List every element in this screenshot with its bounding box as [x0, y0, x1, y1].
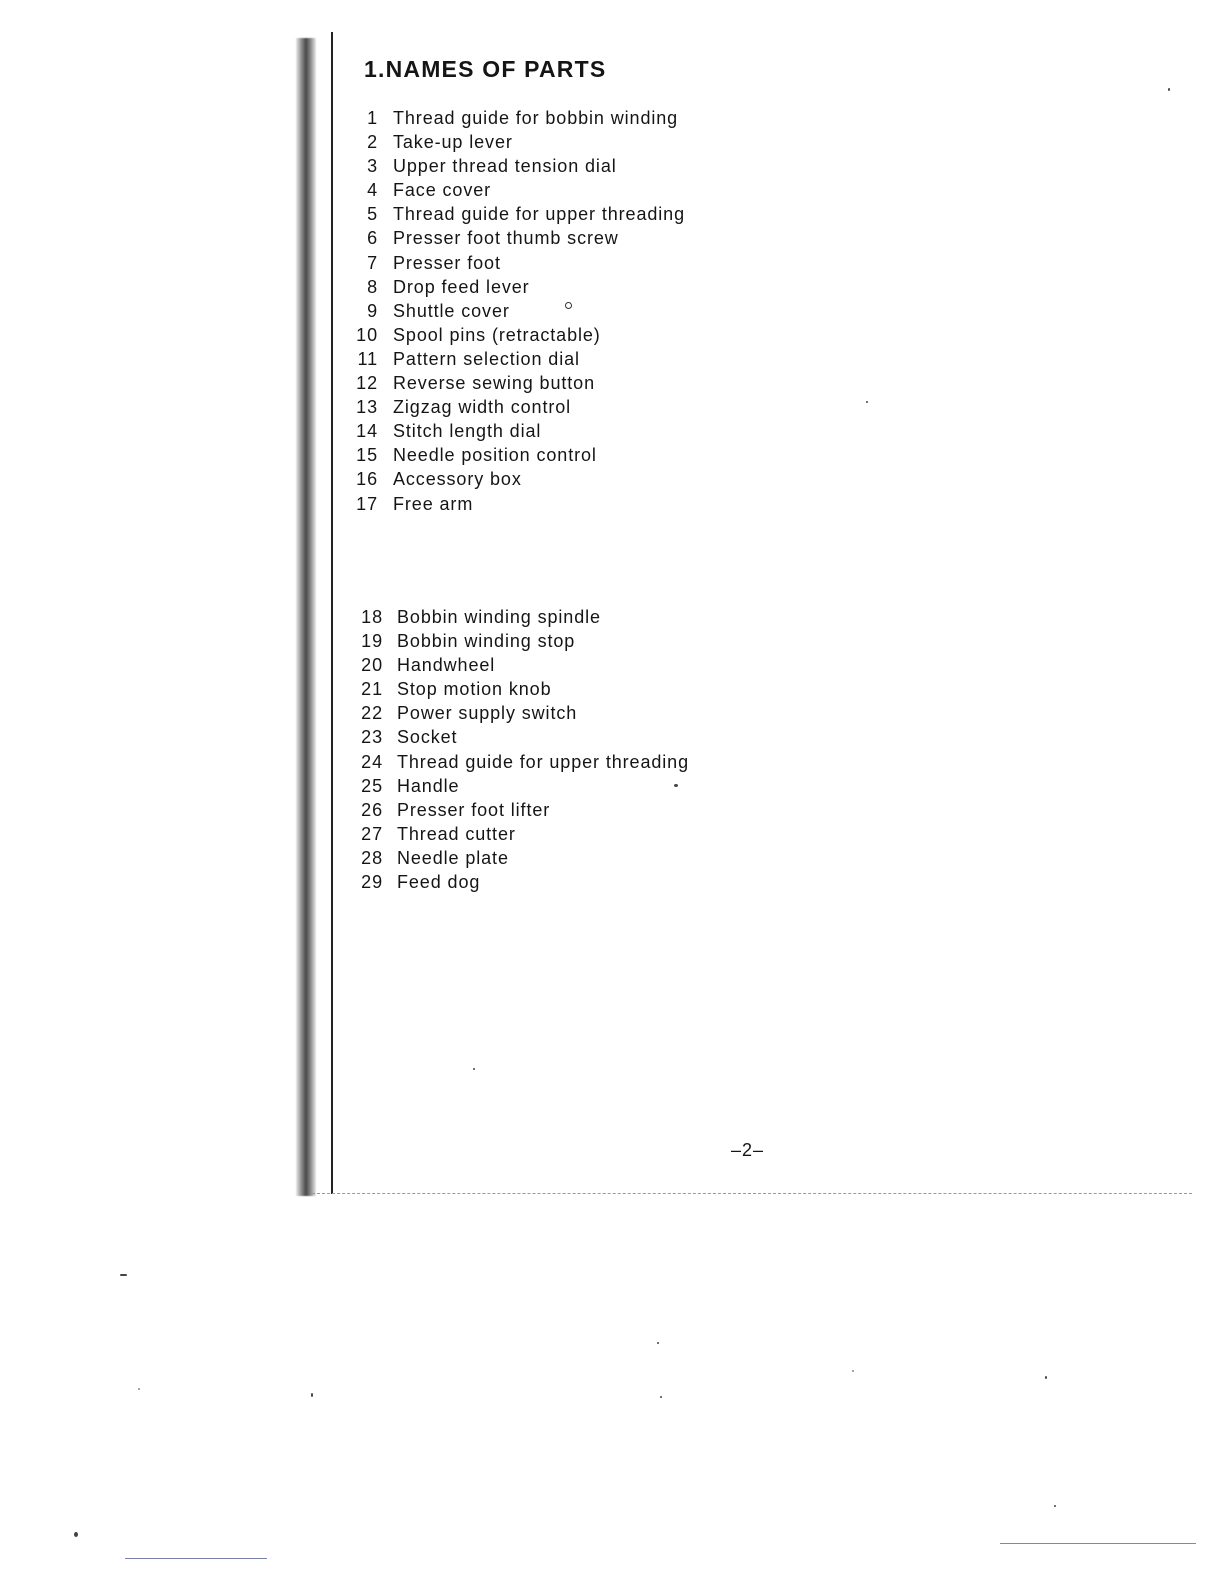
part-number: 28 — [361, 847, 383, 868]
part-number: 26 — [361, 799, 383, 820]
part-number: 20 — [361, 655, 383, 676]
part-item — [346, 347, 685, 371]
part-number: 8 — [367, 276, 378, 297]
scan-binding-edge — [296, 38, 316, 1196]
part-number: 10 — [356, 324, 378, 345]
part-name: Needle position control — [393, 445, 597, 466]
part-number: 5 — [367, 204, 378, 225]
part-name: Accessory box — [393, 469, 522, 490]
part-item — [346, 202, 685, 226]
part-item — [350, 774, 689, 798]
scan-speck — [866, 401, 868, 403]
part-item — [350, 725, 689, 749]
part-number: 16 — [356, 469, 378, 490]
part-item — [346, 106, 685, 130]
part-number: 19 — [361, 631, 383, 652]
part-name: Thread guide for upper threading — [393, 204, 685, 225]
part-name: Take-up lever — [393, 132, 513, 153]
part-item — [350, 677, 689, 701]
bottom-rule — [312, 1193, 1192, 1194]
part-item — [346, 226, 685, 250]
part-item — [346, 154, 685, 178]
part-number: 9 — [367, 300, 378, 321]
part-item — [346, 467, 685, 491]
part-name: Pattern selection dial — [393, 348, 580, 369]
part-item — [350, 822, 689, 846]
part-number: 15 — [356, 445, 378, 466]
part-name: Thread guide for bobbin winding — [393, 108, 679, 128]
scan-speck — [674, 784, 678, 787]
part-number: 22 — [361, 703, 383, 724]
part-item — [350, 846, 689, 870]
part-item — [346, 492, 685, 516]
scan-speck — [1054, 1505, 1056, 1507]
scan-speck — [852, 1370, 854, 1372]
part-item — [346, 251, 685, 275]
part-name: Socket — [397, 727, 458, 748]
part-item — [346, 275, 685, 299]
part-name: Power supply switch — [397, 703, 578, 724]
bottom-blue-line — [125, 1558, 267, 1559]
part-name: Stop motion knob — [397, 679, 552, 700]
part-name: Drop feed lever — [393, 276, 530, 297]
part-name: Bobbin winding spindle — [397, 607, 601, 627]
part-name: Stitch length dial — [393, 421, 542, 442]
part-name: Reverse sewing button — [393, 373, 596, 394]
part-name: Upper thread tension dial — [393, 156, 617, 177]
part-item — [346, 323, 685, 347]
part-item — [346, 178, 685, 202]
scan-speck — [660, 1396, 662, 1398]
part-item — [346, 299, 685, 323]
scan-speck — [120, 1274, 127, 1276]
part-item — [346, 130, 685, 154]
part-name: Thread guide for upper threading — [397, 751, 689, 772]
part-item — [350, 870, 689, 894]
part-number: 25 — [361, 775, 383, 796]
part-number: 24 — [361, 751, 383, 772]
parts-list-group-1 — [346, 106, 685, 516]
part-name: Spool pins (retractable) — [393, 324, 601, 345]
part-name: Thread cutter — [397, 823, 516, 844]
page-number: –2– — [731, 1140, 765, 1160]
part-item — [350, 798, 689, 822]
part-item — [350, 629, 689, 653]
part-name: Shuttle cover — [393, 300, 510, 321]
part-name: Free arm — [393, 493, 474, 514]
part-number: 2 — [367, 132, 378, 153]
scan-speck — [657, 1342, 659, 1344]
scan-speck — [1045, 1376, 1047, 1379]
scan-speck — [311, 1393, 313, 1397]
part-item — [346, 443, 685, 467]
scan-speck — [1168, 88, 1170, 91]
part-number: 3 — [367, 156, 378, 177]
part-item — [346, 419, 685, 443]
part-name: Handwheel — [397, 655, 496, 676]
part-name: Presser foot lifter — [397, 799, 551, 820]
part-number: 6 — [367, 228, 378, 249]
part-name: Face cover — [393, 180, 492, 201]
part-item — [350, 653, 689, 677]
scan-speck — [565, 302, 572, 309]
part-number: 14 — [356, 421, 378, 442]
part-number: 18 — [361, 607, 383, 627]
part-name: Bobbin winding stop — [397, 631, 576, 652]
part-name: Presser foot thumb screw — [393, 228, 619, 249]
part-item — [346, 371, 685, 395]
part-number: 27 — [361, 823, 383, 844]
part-name: Zigzag width control — [393, 397, 572, 418]
part-name: Handle — [397, 775, 460, 796]
part-name: Needle plate — [397, 847, 509, 868]
part-number: 21 — [361, 679, 383, 700]
parts-list-group-2 — [350, 605, 689, 894]
scan-speck — [473, 1068, 475, 1070]
part-name: Feed dog — [397, 872, 481, 893]
scan-speck — [138, 1388, 140, 1390]
part-number: 17 — [356, 493, 378, 514]
part-name: Presser foot — [393, 252, 501, 273]
part-item — [350, 605, 689, 629]
part-item — [350, 701, 689, 725]
part-item — [350, 750, 689, 774]
part-number: 23 — [361, 727, 383, 748]
bottom-edge-line — [1000, 1543, 1196, 1544]
part-item — [346, 395, 685, 419]
part-number: 29 — [361, 872, 383, 893]
margin-rule — [331, 32, 333, 1194]
page-title: 1.NAMES OF PARTS — [364, 56, 607, 82]
scan-speck — [74, 1532, 78, 1537]
part-number: 13 — [356, 397, 378, 418]
part-number: 11 — [357, 348, 378, 369]
part-number: 4 — [367, 180, 378, 201]
part-number: 12 — [356, 373, 378, 394]
part-number: 7 — [367, 252, 378, 273]
part-number: 1 — [367, 108, 378, 128]
